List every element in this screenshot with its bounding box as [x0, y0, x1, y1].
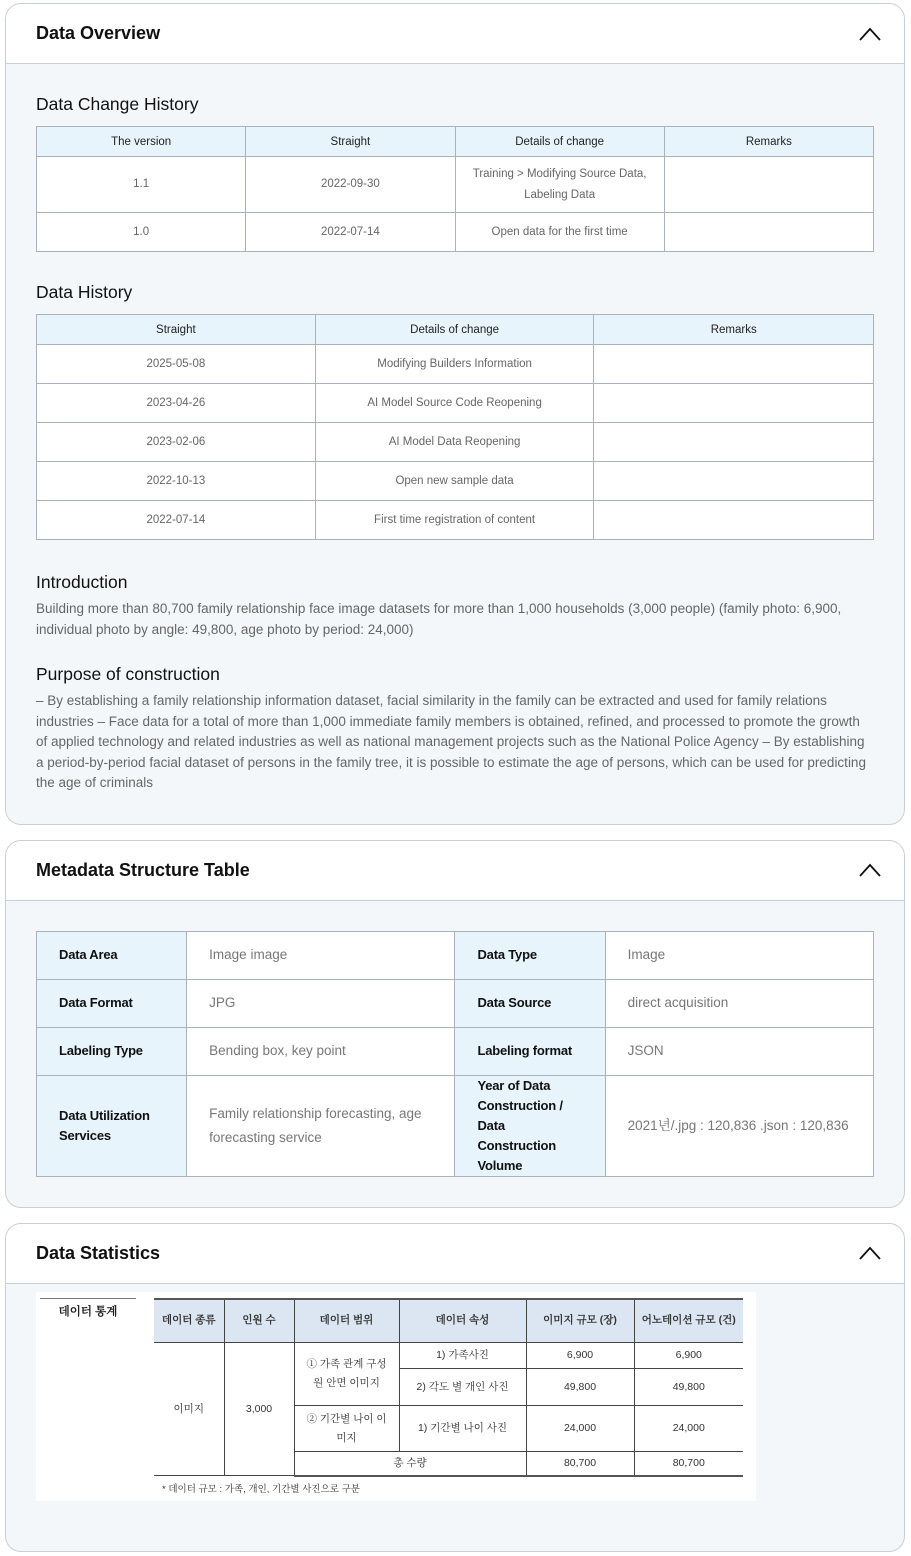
range-cell: ① 가족 관계 구성원 안면 이미지 [294, 1343, 399, 1406]
field-value: Image [605, 931, 873, 979]
attribute-cell: 2) 각도 별 개인 사진 [399, 1369, 526, 1406]
table-row [37, 462, 874, 501]
table-row [37, 384, 874, 423]
field-value: direct acquisition [605, 979, 873, 1027]
details-cell: Modifying Builders Information [315, 345, 594, 384]
date-cell: 2022-10-13 [37, 462, 316, 501]
purpose-title: Purpose of construction [36, 664, 220, 684]
field-value: Image image [187, 931, 455, 979]
details-line: Labeling Data [524, 188, 596, 201]
details-cell: Open new sample data [315, 462, 594, 501]
field-label: Data Area [37, 931, 187, 979]
total-annotations: 80,700 [634, 1452, 743, 1476]
version-cell: 1.1 [37, 157, 246, 213]
statistics-table-wrap [154, 1298, 748, 1495]
field-label: Year of Data Construction / Data Construction Volume [455, 1075, 605, 1176]
date-cell: 2023-02-06 [37, 423, 316, 462]
metadata-panel [5, 840, 905, 1208]
total-label: 총 수량 [294, 1452, 526, 1476]
field-label: Data Type [455, 931, 605, 979]
chevron-up-icon[interactable] [858, 26, 882, 42]
field-value: JSON [605, 1027, 873, 1075]
table-row [37, 423, 874, 462]
column-header: 인원 수 [224, 1299, 294, 1343]
range-cell: ② 기간별 나이 이미지 [294, 1406, 399, 1452]
annotations-cell: 49,800 [634, 1369, 743, 1406]
remarks-cell [664, 157, 873, 213]
annotations-cell: 6,900 [634, 1343, 743, 1369]
column-header: Remarks [664, 127, 873, 157]
table-row [37, 1075, 874, 1176]
attribute-cell: 1) 가족사진 [399, 1343, 526, 1369]
change-history-table [36, 126, 874, 252]
remarks-cell [594, 384, 874, 423]
column-header: Remarks [594, 315, 874, 345]
remarks-cell [664, 213, 873, 252]
details-cell: AI Model Source Code Reopening [315, 384, 594, 423]
table-row [37, 213, 874, 252]
date-cell: 2023-04-26 [37, 384, 316, 423]
statistics-side-label: 데이터 통계 [40, 1298, 136, 1495]
details-line: Training > Modifying Source Data, [472, 167, 647, 180]
column-header: 데이터 종류 [154, 1299, 224, 1343]
panel-title: Data Statistics [36, 1242, 161, 1263]
data-type-cell: 이미지 [154, 1343, 224, 1476]
field-label: Labeling format [455, 1027, 605, 1075]
metadata-body [6, 901, 904, 1207]
statistics-header[interactable] [6, 1224, 904, 1284]
purpose-text: – By establishing a family relationship information dataset, facial similarity in the family can be extracted and used for family relations industries – Face data for a total of more than 1,000 immediate family members is obtained, refined, and processed to promote the growth of applied technology and related industries as well as national management projects such as the National Police Agency – By establishing a period-by-period facial dataset of persons in the family tree, it is possible to estimate the age of persons, which can be used for predicting the age of criminals [36, 693, 866, 790]
details-cell: First time registration of content [315, 501, 594, 540]
field-label: Data Utilization Services [37, 1075, 187, 1176]
column-header: Straight [37, 315, 316, 345]
remarks-cell [594, 423, 874, 462]
people-count-cell: 3,000 [224, 1343, 294, 1476]
remarks-cell [594, 501, 874, 540]
panel-title: Metadata Structure Table [36, 859, 250, 880]
date-cell: 2025-05-08 [37, 345, 316, 384]
table-row [37, 501, 874, 540]
column-header: 데이터 범위 [294, 1299, 399, 1343]
table-row [154, 1343, 743, 1369]
statistics-image [36, 1292, 756, 1501]
metadata-table [36, 931, 874, 1177]
data-overview-panel [5, 3, 905, 825]
column-header: 이미지 규모 (장) [526, 1299, 634, 1343]
table-row [37, 157, 874, 213]
panel-title: Data Overview [36, 23, 161, 43]
statistics-note: * 데이터 규모 : 가족, 개인, 기간별 사진으로 구분 [162, 1483, 360, 1495]
statistics-table [154, 1298, 743, 1477]
field-label: Data Format [37, 979, 187, 1027]
date-cell: 2022-07-14 [37, 501, 316, 540]
version-cell: 1.0 [37, 213, 246, 252]
column-header: 데이터 속성 [399, 1299, 526, 1343]
column-header: The version [37, 127, 246, 157]
details-cell: AI Model Data Reopening [315, 423, 594, 462]
remarks-cell [594, 345, 874, 384]
chevron-up-icon[interactable] [858, 862, 882, 878]
column-header: Straight [246, 127, 455, 157]
details-cell [455, 157, 664, 213]
total-images: 80,700 [526, 1452, 634, 1476]
attribute-cell: 1) 기간별 나이 사진 [399, 1406, 526, 1452]
field-value: Family relationship forecasting, age forecasting service [187, 1075, 455, 1176]
date-cell: 2022-07-14 [246, 213, 455, 252]
details-cell: Open data for the first time [455, 213, 664, 252]
images-cell: 49,800 [526, 1369, 634, 1406]
remarks-cell [594, 462, 874, 501]
section-title: Data Change History [36, 94, 199, 114]
field-label: Data Source [455, 979, 605, 1027]
column-header: Details of change [455, 127, 664, 157]
images-cell: 6,900 [526, 1343, 634, 1369]
data-history-table [36, 314, 874, 540]
images-cell: 24,000 [526, 1406, 634, 1452]
chevron-up-icon[interactable] [858, 1245, 882, 1261]
metadata-header[interactable] [6, 841, 904, 901]
section-title: Data History [36, 282, 133, 302]
column-header: 어노테이션 규모 (건) [634, 1299, 743, 1343]
statistics-panel [5, 1223, 905, 1552]
column-header: Details of change [315, 315, 594, 345]
data-overview-body [6, 64, 904, 824]
table-row [37, 1027, 874, 1075]
annotations-cell: 24,000 [634, 1406, 743, 1452]
field-label: Labeling Type [37, 1027, 187, 1075]
table-row [37, 345, 874, 384]
table-row [37, 979, 874, 1027]
field-value: JPG [187, 979, 455, 1027]
table-row [37, 931, 874, 979]
introduction-title: Introduction [36, 572, 128, 592]
field-value: Bending box, key point [187, 1027, 455, 1075]
date-cell: 2022-09-30 [246, 157, 455, 213]
statistics-body [6, 1284, 904, 1551]
introduction-text: Building more than 80,700 family relationship face image datasets for more than 1,000 households (3,000 people) (family photo: 6,900, individual photo by angle: 49,800, age photo by period: 24,000) [36, 601, 842, 637]
field-value: 2021년/.jpg : 120,836 .json : 120,836 [605, 1075, 873, 1176]
data-overview-header[interactable] [6, 4, 904, 64]
